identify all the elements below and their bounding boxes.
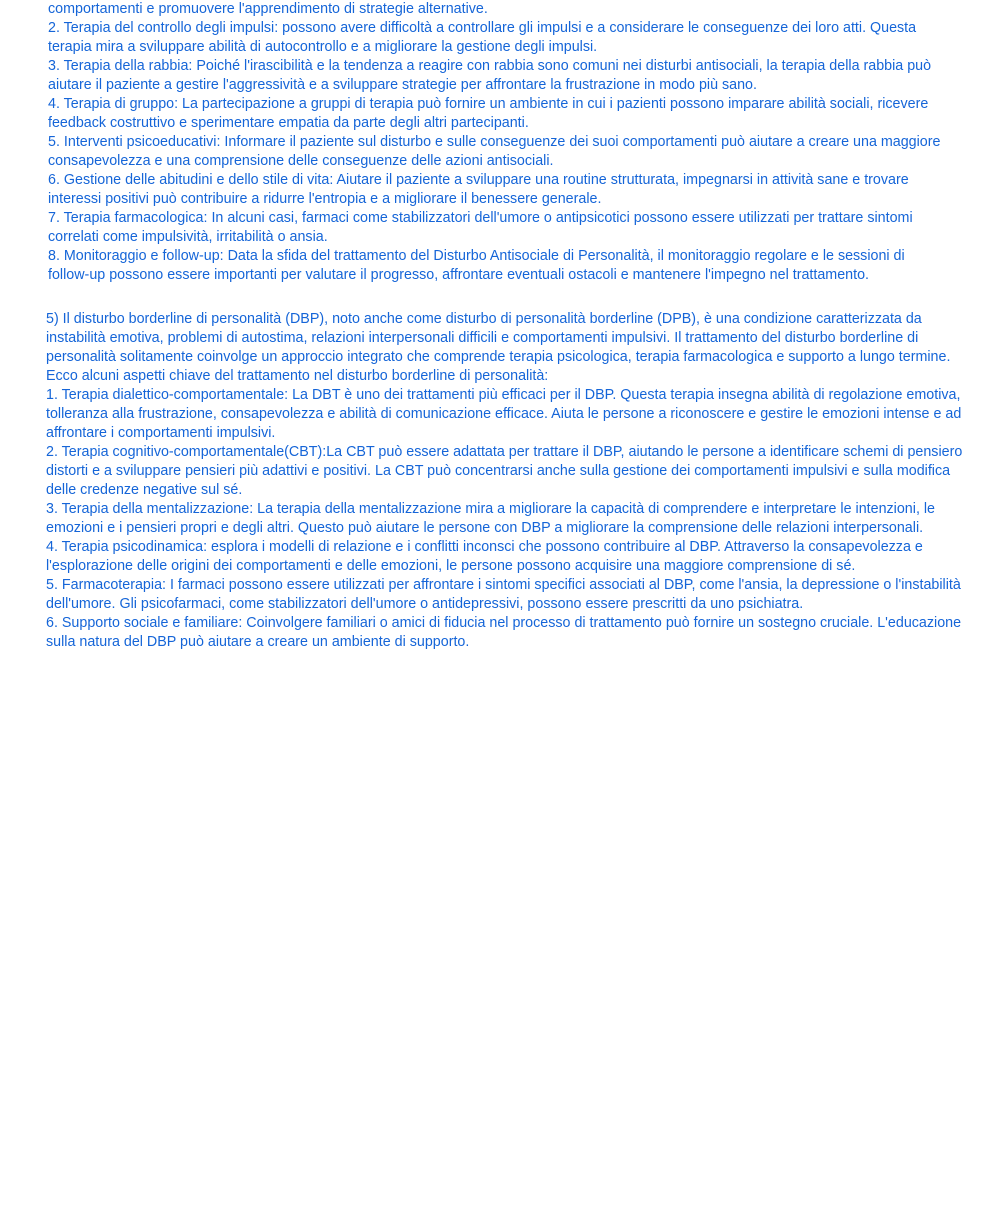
list-item-psychodynamic: 4. Terapia psicodinamica: esplora i modelli di relazione e i conflitti inconsci che possono contribuire al DBP. Attraverso la consapevolezza e [46, 539, 923, 555]
list-item-cbt: 2. Terapia cognitivo-comportamentale(CBT):La CBT può essere adattata per trattare il DBP, aiutando le persone a identificare schemi di pensiero [46, 444, 963, 460]
text-line: interessi positivi può contribuire a ridurre l'entropia e a migliorare il benessere generale. [48, 191, 602, 207]
text-line: correlati come impulsività, irritabilità o ansia. [48, 229, 328, 245]
list-item-pharmacotherapy: 5. Farmacoterapia: I farmaci possono essere utilizzati per affrontare i sintomi specifici associati al DBP, come l'ansia, la depressione o l'instabilità [46, 577, 961, 593]
list-item-impulse-control: 2. Terapia del controllo degli impulsi: possono avere difficoltà a controllare gli impulsi e a considerare le conseguenze dei loro atti. Questa [48, 20, 917, 36]
list-item-pharmacology: 7. Terapia farmacologica: In alcuni casi, farmaci come stabilizzatori dell'umore o antipsicotici possono essere utilizzati per trattare sintomi [48, 210, 913, 226]
list-item-social-support: 6. Supporto sociale e familiare: Coinvolgere familiari o amici di fiducia nel processo di trattamento può fornire un sostegno cruciale. L'educazione [46, 615, 962, 631]
text-line: consapevolezza e una comprensione delle conseguenze delle azioni antisociali. [48, 153, 554, 169]
list-item-anger-therapy: 3. Terapia della rabbia: Poiché l'irascibilità e la tendenza a reagire con rabbia sono comuni nei disturbi antisociali, la terapia della rabbia può [48, 58, 932, 74]
text-line: feedback costruttivo e sperimentare empatia da parte degli altri partecipanti. [48, 115, 529, 131]
text-line: Ecco alcuni aspetti chiave del trattamento nel disturbo borderline di personalità: [46, 368, 549, 384]
text-line: l'esplorazione delle origini dei comportamenti e delle emozioni, le persone possono acquisire una maggiore comprensione di sé. [46, 558, 856, 574]
list-item-dbt: 1. Terapia dialettico-comportamentale: La DBT è uno dei trattamenti più efficaci per il DBP. Questa terapia insegna abilità di regolazione emotiva, [46, 387, 961, 403]
text-line: affrontare i comportamenti impulsivi. [46, 425, 276, 441]
antisocial-treatment-list [48, 0, 968, 285]
text-line: delle credenze negative sul sé. [46, 482, 243, 498]
section-intro: 5) Il disturbo borderline di personalità (DBP), noto anche come disturbo di personalità borderline (DPB), è una condizione caratterizzata da [46, 311, 922, 327]
text-line: follow-up possono essere importanti per valutare il progresso, affrontare eventuali ostacoli e mantenere l'impegno nel trattamento. [48, 267, 870, 283]
text-line: terapia mira a sviluppare abilità di autocontrollo e a migliorare la gestione degli impulsi. [48, 39, 598, 55]
text-line: instabilità emotiva, problemi di autostima, relazioni interpersonali difficili e comportamenti impulsivi. Il trattamento del disturbo borderline di [46, 330, 919, 346]
list-item-psychoeducation: 5. Interventi psicoeducativi: Informare il paziente sul disturbo e sulle conseguenze dei suoi comportamenti può aiutare a creare una maggiore [48, 134, 941, 150]
text-line: tolleranza alla frustrazione, consapevolezza e abilità di comunicazione efficace. Aiuta le persone a riconoscere e gestire le emozioni intense e ad [46, 406, 962, 422]
text-line: distorti e a sviluppare pensieri più adattivi e positivi. La CBT può concentrarsi anche sulla gestione dei comportamenti impulsivi e sulla modifica [46, 463, 951, 479]
list-item-group-therapy: 4. Terapia di gruppo: La partecipazione a gruppi di terapia può fornire un ambiente in cui i pazienti possono imparare abilità sociali, ricevere [48, 96, 929, 112]
text-line: aiutare il paziente a gestire l'aggressività e a sviluppare strategie per affrontare la frustrazione in modo più sano. [48, 77, 757, 93]
text-line: comportamenti e promuovere l'apprendimento di strategie alternative. [48, 1, 488, 17]
list-item-lifestyle: 6. Gestione delle abitudini e dello stile di vita: Aiutare il paziente a sviluppare una routine strutturata, impegnarsi in attività sane e trovare [48, 172, 909, 188]
text-line: emozioni e i pensieri propri e degli altri. Questo può aiutare le persone con DBP a migliorare la comprensione delle relazioni interpersonali. [46, 520, 924, 536]
text-line: sulla natura del DBP può aiutare a creare un ambiente di supporto. [46, 634, 470, 650]
borderline-section [46, 310, 970, 652]
list-item-mentalization: 3. Terapia della mentalizzazione: La terapia della mentalizzazione mira a migliorare la capacità di comprendere e interpretare le intenzioni, le [46, 501, 936, 517]
text-line: dell'umore. Gli psicofarmaci, come stabilizzatori dell'umore o antidepressivi, possono essere prescritti da uno psichiatra. [46, 596, 804, 612]
text-line: personalità solitamente coinvolge un approccio integrato che comprende terapia psicologica, terapia farmacologica e supporto a lungo termine. [46, 349, 951, 365]
list-item-monitoring: 8. Monitoraggio e follow-up: Data la sfida del trattamento del Disturbo Antisociale di Personalità, il monitoraggio regolare e le sessioni di [48, 248, 905, 264]
